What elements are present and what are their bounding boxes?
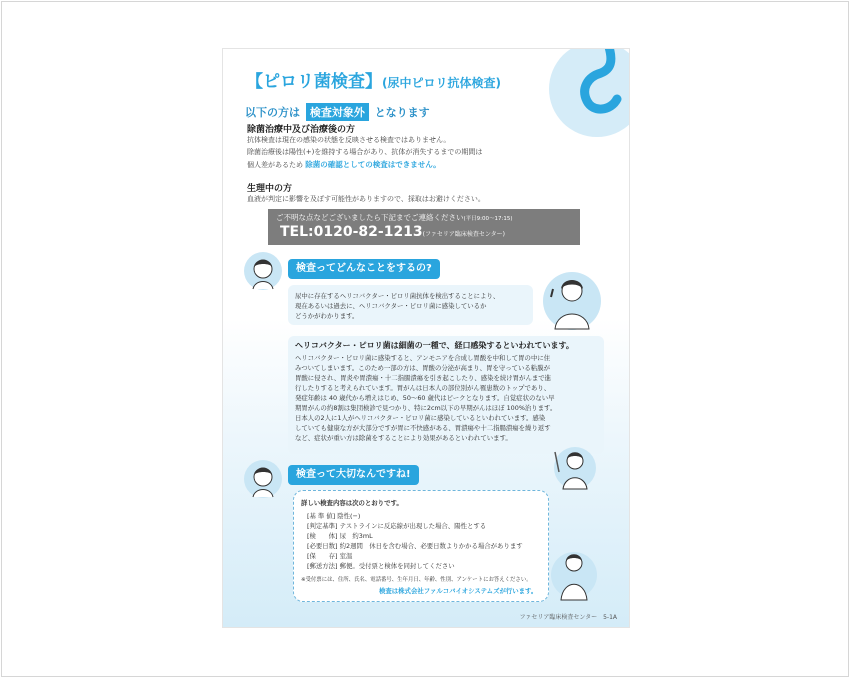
detail-row [307,532,373,541]
qa2-question: 検査って大切なんですね! [288,465,419,485]
footer-text: ファセリア臨床検査センター 5-1A [519,614,617,621]
contact-tel-number[interactable]: TEL:0120-82-1213 [280,224,423,240]
detail-row [307,542,523,551]
section1-line3-highlight: 除菌の確認としての検査はできません。 [305,160,441,169]
leaflet-page [223,49,629,627]
detail-row [307,552,352,561]
detail-row-value: テストラインに反応線が出現した場合、陽性とする [339,522,487,530]
detail-row-value: 尿 約3mL [339,532,373,540]
detail-row-value: 郵便。受付票と検体を同封してください [339,562,455,570]
info-line: 行したりすると考えられています。胃がんは日本人の部位別がん罹患数のトップであり、 [295,384,551,392]
info-line: 胃酸に侵され、胃炎や胃潰瘍・十二指腸潰瘍を引き起こしたり、感染を続け胃がんまで進 [295,374,552,382]
doctor-pointing-icon [553,444,597,490]
info-line: みついてしまいます。このため一部の方は、胃酸の分泌が高まり、胃を守っている粘膜が [295,364,550,372]
contact-box [268,209,580,245]
woman-thinking-icon [243,459,283,499]
contact-question-text: ご不明な点などございましたら下記までご連絡ください [276,213,464,222]
detail-row-value: 室温 [339,552,353,560]
qa1-answer-line1: 尿中に存在するヘリコバクター・ピロリ菌抗体を検出することにより、 [295,292,500,300]
detail-row [307,522,486,531]
section1-line2: 除菌治療後は陽性(+)を維持する場合があり、抗体が消失するまでの期間は [247,148,483,156]
detail-row-label: [検 体] [307,532,338,540]
title-sub: (尿中ピロリ抗体検査) [382,76,501,90]
detail-row [307,512,360,521]
doctor-standing-icon [549,545,599,601]
info-line: 日本人の2人に1人がヘリコバクター・ピロリ菌に感染しているといわれています。感染 [295,414,546,422]
info-line: ヘリコバクター・ピロリ菌に感染すると、アンモニアを合成し胃酸を中和して胃の中に住 [295,354,551,362]
detail-row-label: [保 存] [307,552,338,560]
info-line: 発症年齢は 40 歳代から増えはじめ、50〜60 歳代はピークとなります。自覚症状のない早 [295,394,555,402]
target-heading-pre: 以下の方は [245,106,300,119]
target-heading [245,103,430,121]
qa1-answer-line3: どうかがわかります。 [295,312,359,320]
woman-avatar-icon [243,251,283,291]
info-headline: ヘリコバクター・ピロリ菌は細菌の一種で、経口感染するといわれています。 [295,341,574,350]
section1-line1: 抗体検査は現在の感染の状態を反映させる検査ではありません。 [247,136,451,144]
section1-line3 [247,159,441,170]
detail-intro: 詳しい検査内容は次のとおりです。 [301,499,403,507]
info-line: していても健康な方が大部分ですが胃に不快感がある、胃潰瘍や十二指腸潰瘍を繰り返す [295,424,551,432]
page-title [246,67,501,92]
section1-line3-pre: 個人差があるため [247,161,303,169]
target-tag: 検査対象外 [306,103,369,121]
target-heading-post: となります [374,106,430,119]
detail-company: 検査は株式会社ファルコバイオシステムズが行います。 [379,587,538,595]
detail-row-label: [郵送方法] [307,562,338,570]
info-line: 期胃がんの約8割は集団検診で見つかり、特に2cm以下の早期がんはほぼ 100%治ります。 [295,404,557,412]
stomach-icon [547,49,629,139]
contact-center: (ファセリア臨床検査センター) [422,231,505,238]
info-line: など、症状が重い方は除菌をすることにより効果があるといわれています。 [295,434,512,442]
qa1-answer-line2: 現在あるいは過去に、ヘリコバクター・ピロリ菌に感染しているか [295,302,487,310]
detail-note: ※受付票には、住所、氏名、電話番号、生年月日、年齢、性別、アンケートにお答えください。 [301,577,532,583]
detail-row-value: 約2週間 休日を含む場合、必要日数よりかかる場合があります [339,542,523,550]
detail-row [307,562,455,571]
section1-title: 除菌治療中及び治療後の方 [247,125,356,135]
detail-row-value: 陰性(−) [337,512,361,520]
title-main: 【ピロリ菌検査】 [246,72,382,92]
contact-tel[interactable] [280,224,505,240]
contact-question [276,212,513,223]
detail-row-label: [必要日数] [307,542,338,550]
detail-row-label: [基 準 値] [307,512,336,520]
section2-title: 生理中の方 [247,184,293,194]
detail-row-label: [判定基準] [307,522,338,530]
contact-hours: (平日9:00〜17:15) [463,216,513,222]
section2-line1: 血液が判定に影響を及ぼす可能性がありますので、採取はお避けください。 [247,195,485,203]
doctor-avatar-icon [541,267,603,331]
qa1-question: 検査ってどんなことをするの? [288,259,440,279]
